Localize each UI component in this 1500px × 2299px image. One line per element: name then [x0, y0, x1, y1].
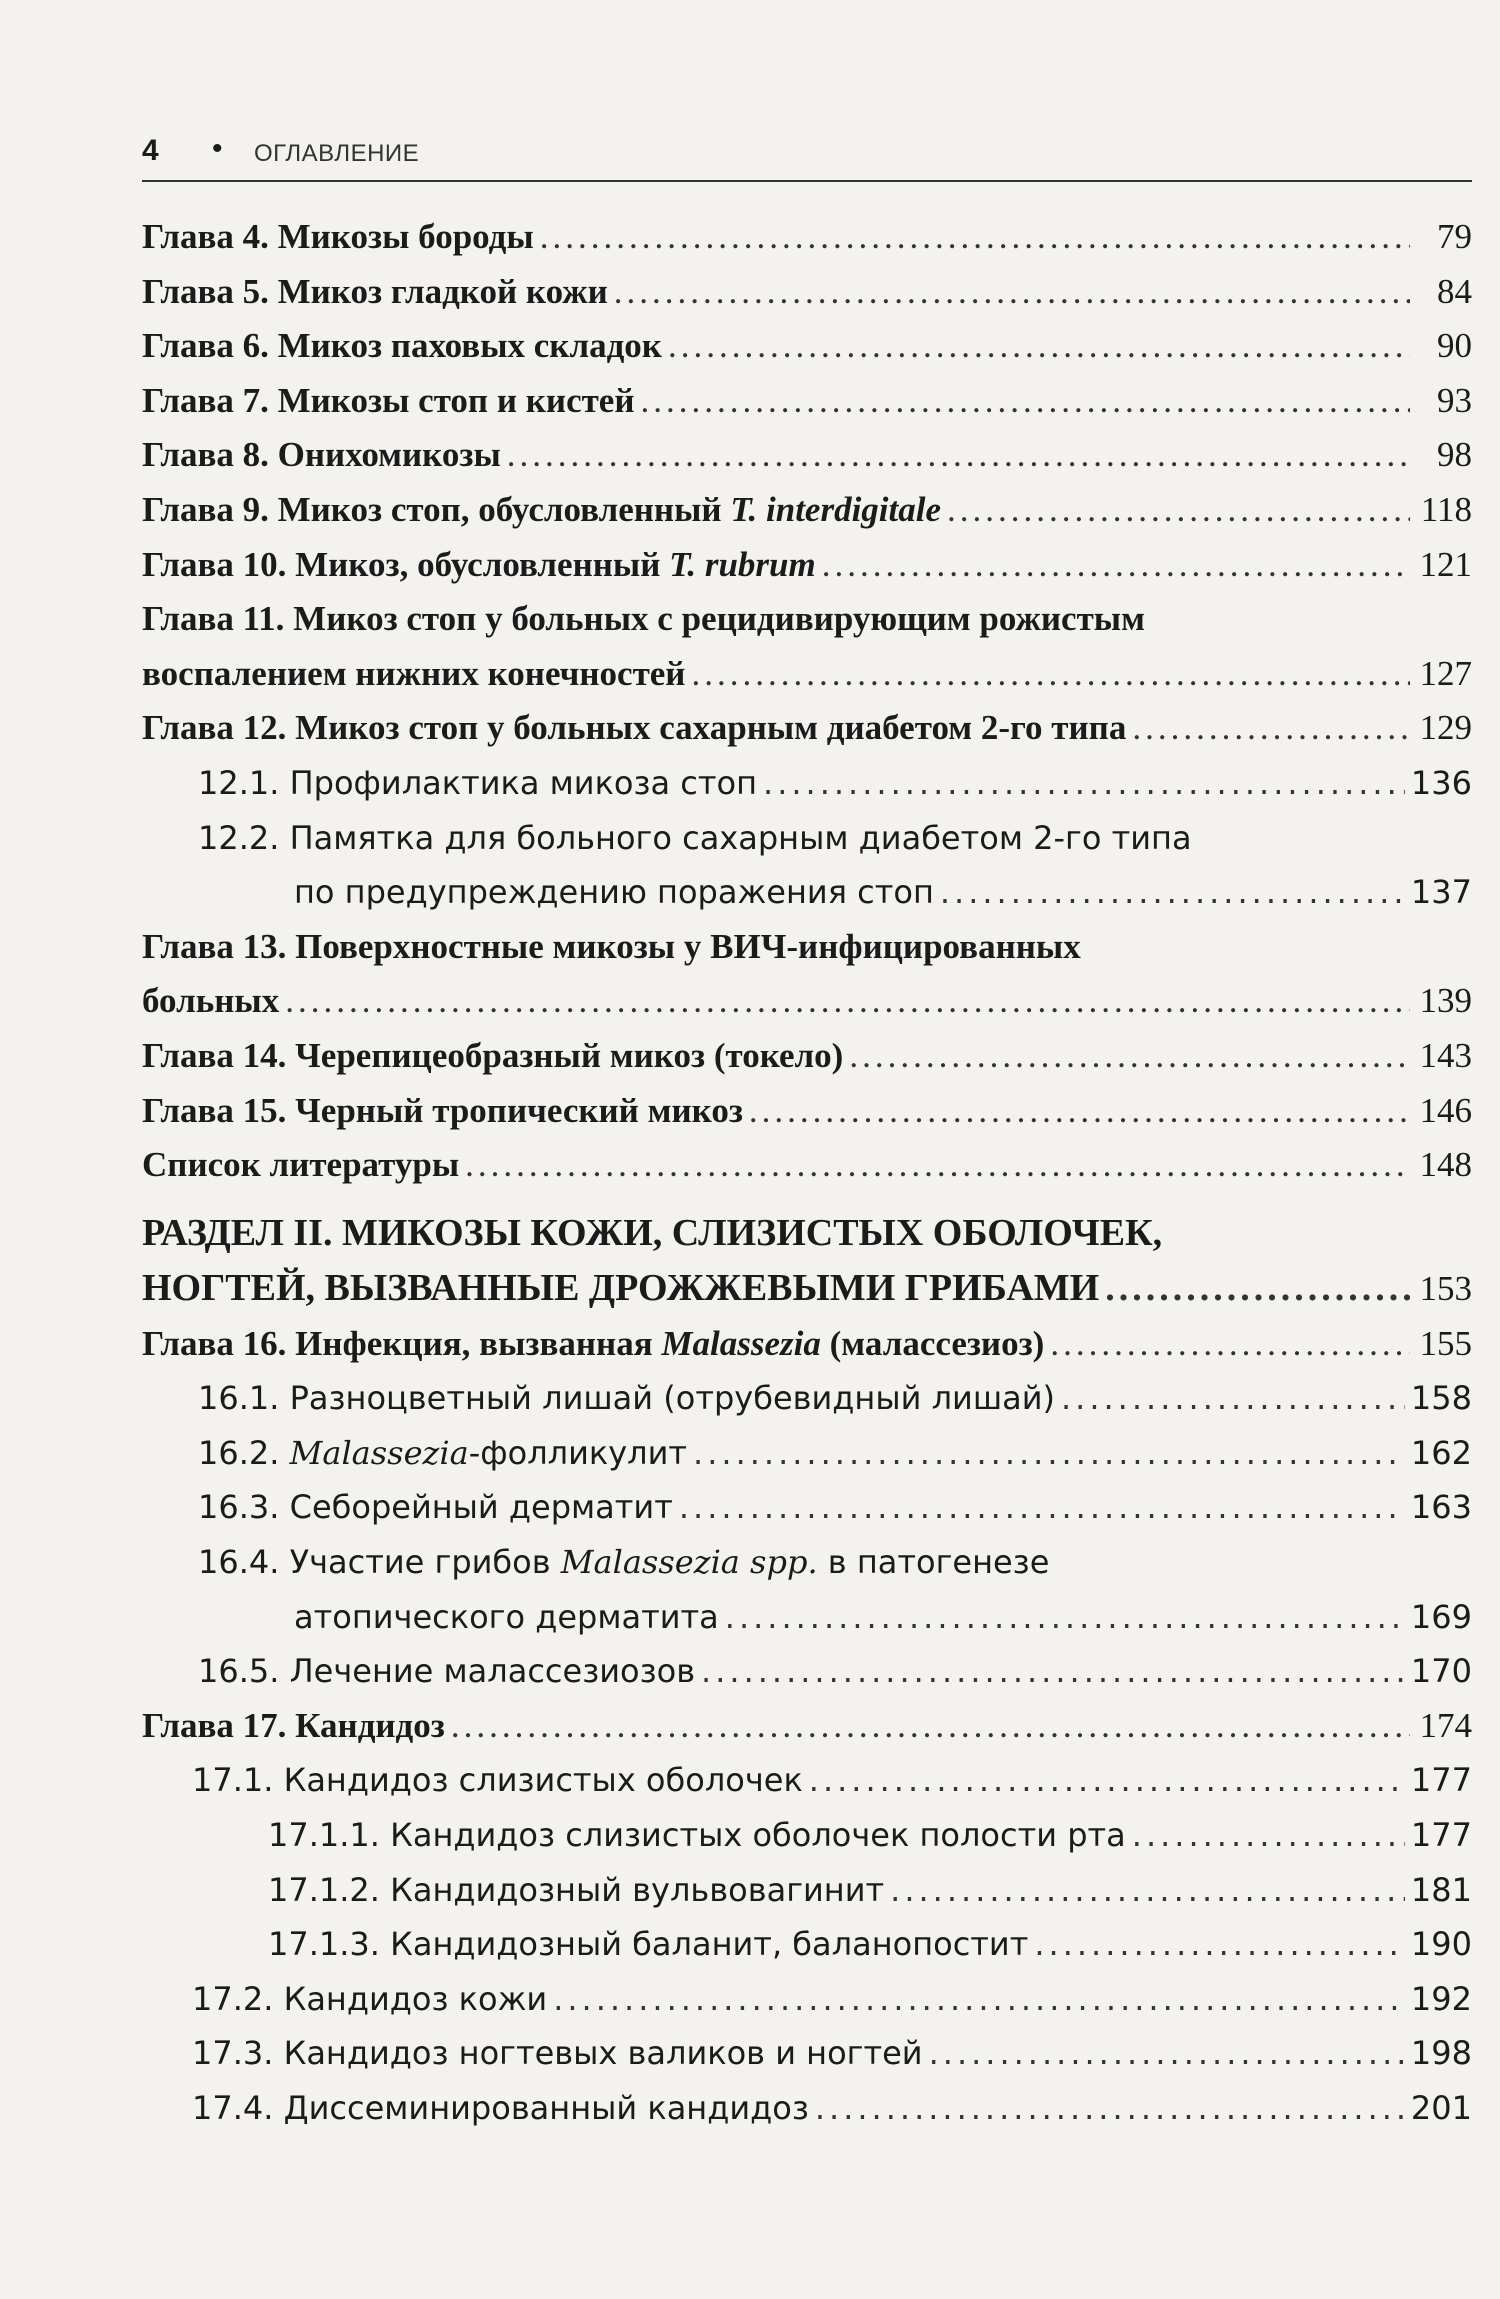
toc-entry-title: 17.1.2. Кандидозный вульвовагинит — [268, 1870, 885, 1909]
toc-entry-page: 121 — [1419, 544, 1472, 584]
toc-entry-title: 17.1.1. Кандидоз слизистых оболочек полости рта — [268, 1816, 1126, 1855]
toc-entry-page: 93 — [1437, 380, 1472, 420]
toc-entry — [142, 1084, 1472, 1139]
toc-entry-page: 155 — [1419, 1323, 1472, 1363]
toc-subentry — [142, 1371, 1472, 1426]
leader-dots — [701, 1644, 1405, 1699]
toc-subentry — [142, 2026, 1472, 2081]
toc-entry-page: 137 — [1410, 873, 1472, 912]
leader-dots — [553, 1972, 1405, 2027]
leader-dots — [749, 1084, 1410, 1139]
toc-entry-page: 177 — [1410, 1816, 1472, 1855]
toc-entry-title: Глава 14. Черепицеобразный микоз (токело) — [142, 1035, 844, 1075]
toc-entry — [142, 1029, 1472, 1084]
toc-entry-page: 170 — [1410, 1652, 1472, 1691]
leader-dots — [1050, 1317, 1410, 1372]
header-title: ОГЛАВЛЕНИЕ — [254, 140, 420, 167]
toc-entry-title-line2: по предупреждению поражения стоп — [294, 873, 934, 912]
toc-entry-page: 136 — [1410, 763, 1472, 802]
toc-entry-title-italic: Malassezia — [661, 1323, 821, 1363]
leader-dots — [679, 1480, 1405, 1535]
section-title-line1: РАЗДЕЛ II. МИКОЗЫ КОЖИ, СЛИЗИСТЫХ ОБОЛОЧЕК, — [142, 1211, 1163, 1254]
leader-dots — [641, 374, 1410, 429]
toc-entry-page: 129 — [1419, 708, 1472, 748]
running-header — [142, 130, 1472, 182]
leader-dots — [849, 1029, 1410, 1084]
toc-entry — [142, 1138, 1472, 1193]
toc-section — [142, 1205, 1472, 1317]
leader-dots — [614, 265, 1410, 320]
leader-dots — [809, 1753, 1405, 1808]
toc-entry-title-text: (малассезиоз) — [820, 1323, 1045, 1363]
leader-dots — [540, 210, 1410, 265]
leader-dots — [1061, 1371, 1405, 1426]
leader-dots — [815, 2081, 1405, 2136]
toc-entry-title-text: Глава 9. Микоз стоп, обусловленный — [142, 489, 731, 529]
toc-entry-page: 98 — [1437, 435, 1472, 475]
leader-dots — [725, 1590, 1405, 1645]
toc-entry-title: 17.1. Кандидоз слизистых оболочек — [192, 1761, 803, 1800]
toc-entry-page: 177 — [1410, 1761, 1472, 1800]
toc-entry — [142, 265, 1472, 320]
toc-entry-page: 79 — [1437, 217, 1472, 256]
toc-entry-title-line1: 12.2. Памятка для больного сахарным диабетом 2-го типа — [198, 818, 1192, 857]
toc-subentry — [142, 1426, 1472, 1481]
toc-entry-title — [142, 1317, 1044, 1372]
toc-entry-title-line2: атопического дерматита — [294, 1597, 719, 1636]
toc-entry-title: Глава 4. Микозы бороды — [142, 217, 534, 256]
toc-entry-title — [198, 1426, 687, 1481]
toc-entry-page: 158 — [1410, 1379, 1472, 1418]
leader-dots — [1132, 701, 1410, 756]
toc-entry-title: Глава 17. Кандидоз — [142, 1705, 445, 1745]
toc-subentry — [142, 1972, 1472, 2027]
toc-entry-title: Список литературы — [142, 1145, 460, 1185]
toc-entry — [142, 538, 1472, 593]
toc-entry-title: Глава 15. Черный тропический микоз — [142, 1090, 743, 1130]
leader-dots — [1105, 1261, 1410, 1316]
leader-dots — [693, 1426, 1405, 1481]
toc-entry-title: 17.3. Кандидоз ногтевых валиков и ногтей — [192, 2034, 923, 2073]
toc-entry-page: 201 — [1410, 2089, 1472, 2127]
toc-entry — [142, 374, 1472, 429]
toc-entry-title: 17.2. Кандидоз кожи — [192, 1979, 548, 2018]
leader-dots — [940, 865, 1405, 920]
toc-entry-title-line1 — [198, 1535, 1472, 1590]
toc-subentry — [142, 1535, 1472, 1644]
toc-entry-title: 16.3. Себорейный дерматит — [198, 1488, 673, 1527]
toc-entry-page: 153 — [1419, 1268, 1472, 1308]
toc-entry — [142, 210, 1472, 265]
toc-entry-page: 143 — [1419, 1035, 1472, 1075]
toc-entry-title — [142, 483, 941, 538]
header-bullet: • — [212, 132, 223, 165]
table-of-contents — [142, 210, 1472, 2136]
toc-entry — [142, 701, 1472, 756]
toc-entry — [142, 1317, 1472, 1372]
toc-entry-page: 198 — [1410, 2034, 1472, 2073]
toc-entry-page: 148 — [1419, 1145, 1472, 1185]
toc-entry-title: Глава 5. Микоз гладкой кожи — [142, 271, 608, 311]
toc-entry-page: 118 — [1420, 489, 1472, 529]
toc-entry-title-text: 16.2. — [198, 1433, 290, 1472]
leader-dots — [929, 2026, 1405, 2081]
toc-entry-title: 12.1. Профилактика микоза стоп — [198, 763, 758, 802]
toc-entry-title: Глава 6. Микоз паховых складок — [142, 326, 662, 366]
toc-entry — [142, 428, 1472, 483]
leader-dots — [947, 483, 1410, 538]
toc-subentry — [142, 1644, 1472, 1699]
toc-entry — [142, 592, 1472, 701]
toc-entry-title-text: 16.4. Участие грибов — [198, 1543, 561, 1582]
toc-entry-title: Глава 8. Онихомикозы — [142, 435, 501, 475]
toc-entry-title-line1: Глава 11. Микоз стоп у больных с рецидивирующим рожистым — [142, 599, 1145, 639]
toc-entry-title-text: в патогенезе — [817, 1543, 1050, 1582]
toc-entry-page: 162 — [1410, 1433, 1472, 1472]
toc-entry — [142, 1699, 1472, 1754]
toc-entry-title-italic: T. interdigitale — [730, 489, 942, 529]
toc-entry-page: 169 — [1410, 1597, 1472, 1636]
toc-subsubentry — [142, 1808, 1472, 1863]
toc-subentry — [142, 2081, 1472, 2136]
toc-subsubentry — [142, 1863, 1472, 1918]
toc-entry-title — [142, 538, 816, 593]
toc-entry-page: 139 — [1419, 981, 1472, 1021]
toc-entry — [142, 920, 1472, 1029]
toc-entry-page: 181 — [1410, 1870, 1472, 1909]
leader-dots — [507, 428, 1410, 483]
toc-entry-title-line2: больных — [142, 981, 280, 1021]
toc-entry-title-italic: Malassezia — [289, 1433, 469, 1472]
toc-entry-page: 84 — [1437, 271, 1472, 311]
toc-subentry — [142, 1753, 1472, 1808]
toc-entry-title: Глава 7. Микозы стоп и кистей — [142, 380, 635, 420]
toc-entry-title-text: Глава 10. Микоз, обусловленный — [142, 544, 670, 584]
toc-entry-title-text: -фолликулит — [468, 1433, 688, 1472]
toc-entry-title-italic: Malassezia spp. — [560, 1543, 818, 1582]
leader-dots — [1034, 1917, 1405, 1972]
toc-entry-page: 163 — [1410, 1488, 1472, 1527]
leader-dots — [285, 974, 1410, 1029]
toc-entry-title: 17.1.3. Кандидозный баланит, баланопостит — [268, 1925, 1029, 1964]
toc-entry-page: 192 — [1410, 1979, 1472, 2018]
toc-subsubentry — [142, 1917, 1472, 1972]
toc-entry-title-text: Глава 16. Инфекция, вызванная — [142, 1323, 662, 1363]
leader-dots — [1132, 1808, 1405, 1863]
leader-dots — [763, 756, 1405, 811]
toc-subentry — [142, 1480, 1472, 1535]
section-title-line2: НОГТЕЙ, ВЫЗВАННЫЕ ДРОЖЖЕВЫМИ ГРИБАМИ — [142, 1266, 1100, 1309]
toc-entry-page: 90 — [1437, 326, 1472, 366]
toc-entry-page: 174 — [1419, 1705, 1472, 1745]
leader-dots — [890, 1863, 1405, 1918]
toc-subentry — [142, 756, 1472, 811]
toc-entry — [142, 483, 1472, 538]
toc-entry-title: 16.5. Лечение малассезиозов — [198, 1652, 696, 1691]
leader-dots — [668, 319, 1410, 374]
toc-entry-title: 17.4. Диссеминированный кандидоз — [192, 2089, 809, 2127]
toc-entry-title-italic: T. rubrum — [669, 544, 816, 584]
leader-dots — [465, 1138, 1410, 1193]
toc-entry-title-line1: Глава 13. Поверхностные микозы у ВИЧ-инфицированных — [142, 926, 1081, 966]
toc-entry-title: Глава 12. Микоз стоп у больных сахарным диабетом 2-го типа — [142, 708, 1127, 748]
toc-entry — [142, 319, 1472, 374]
leader-dots — [822, 538, 1410, 593]
toc-entry-title-line2: воспалением нижних конечностей — [142, 653, 686, 693]
toc-entry-page: 146 — [1419, 1090, 1472, 1130]
toc-entry-title: 16.1. Разноцветный лишай (отрубевидный лишай) — [198, 1379, 1055, 1418]
toc-entry-page: 190 — [1410, 1925, 1472, 1964]
toc-entry-page: 127 — [1419, 653, 1472, 693]
leader-dots — [451, 1699, 1410, 1754]
leader-dots — [691, 647, 1410, 702]
toc-subentry — [142, 811, 1472, 920]
page-number: 4 — [142, 134, 159, 167]
